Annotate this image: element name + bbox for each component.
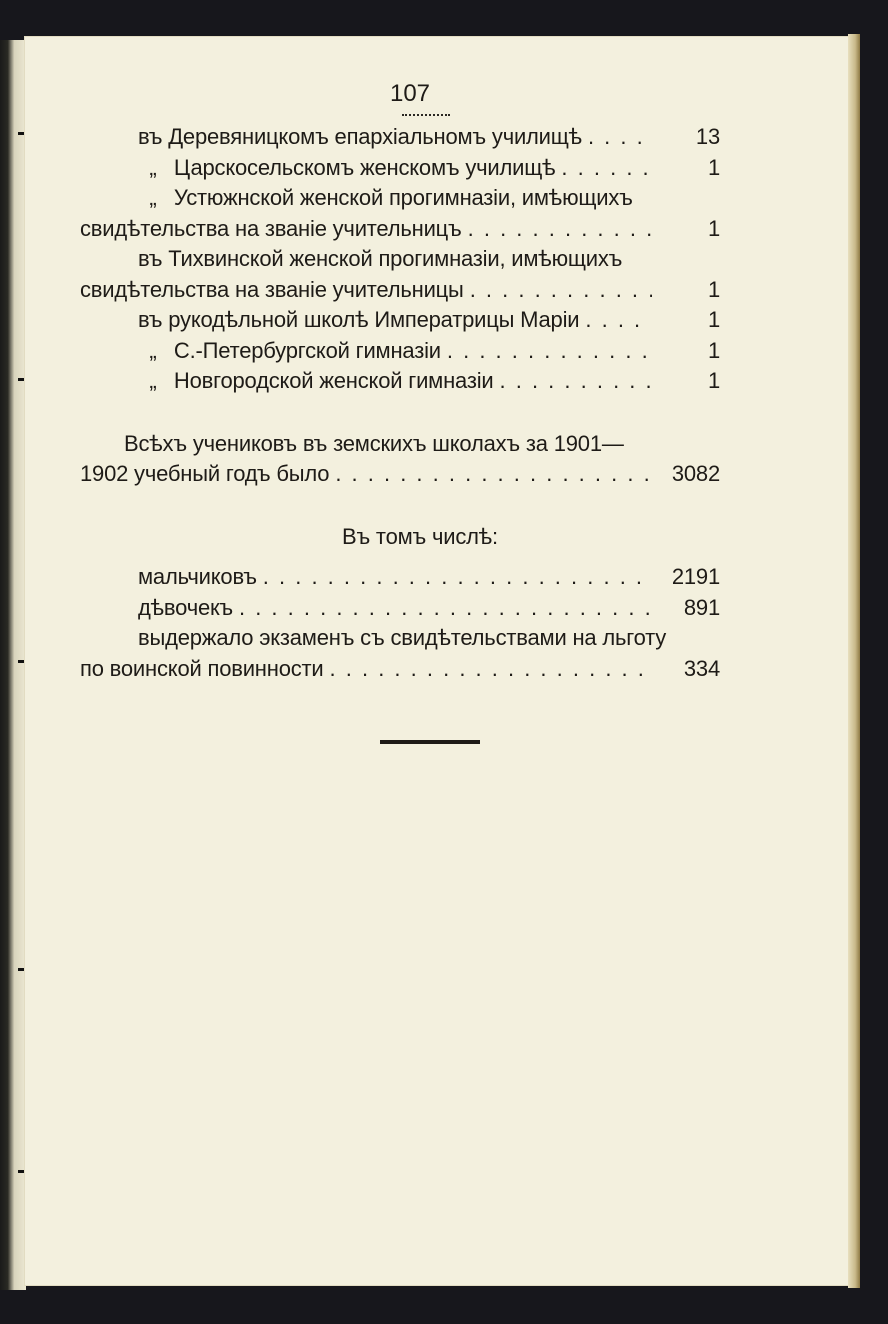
entry-continuation: свидѣтельства на званіе учительницъ [80,215,462,241]
entry-line [80,122,720,153]
page-fore-edge [848,34,860,1288]
leader-dots [257,562,652,593]
leader-dots [441,336,652,367]
entry-line [80,305,720,336]
breakdown-label: дѣвочекъ [138,594,233,620]
entry-line [80,183,720,214]
book-spine-edge [0,40,26,1290]
page-content [80,80,720,744]
entry-line [80,336,720,367]
entry-value: 1 [707,337,720,363]
entry-line [80,366,720,397]
closing-rule [380,740,480,744]
entry-value: 1 [707,215,720,241]
leader-dots [579,305,652,336]
entry-text: Тихвинской женской прогимназіи, имѣющихъ [168,246,623,271]
ditto-mark: „ [149,185,157,210]
entry-text: Новгородской женской гимназіи [173,368,494,393]
breakdown-line [80,593,720,624]
leader-dots [582,122,652,153]
entry-continuation-line [80,214,720,245]
total-continuation: 1902 учебный годъ было [80,461,330,486]
entry-value: 1 [707,276,720,302]
breakdown-heading-text: Въ томъ числѣ: [342,523,498,549]
leader-dots [464,275,652,306]
entry-value: 1 [707,154,720,180]
page-number-ornament [402,108,450,116]
entry-prefix: въ [138,307,163,332]
entry-continuation: свидѣтельства на званіе учительницы [80,276,464,302]
ditto-mark: „ [149,154,157,180]
entry-text: Деревяницкомъ епархіальномъ училищѣ [168,124,582,149]
entry-continuation-line [80,275,720,306]
entry-value: 1 [707,368,720,393]
exam-continuation-line [80,654,720,685]
entry-prefix: въ [138,124,163,149]
exam-continuation: по воинской повинности [80,655,324,681]
page-number: 107 [389,80,431,107]
entry-value: 13 [695,124,720,149]
entry-line [80,244,720,275]
total-text: Всѣхъ учениковъ въ земскихъ школахъ за 1901— [124,430,624,456]
breakdown-value: 891 [683,594,720,620]
breakdown-label: мальчиковъ [138,564,257,589]
ditto-mark: „ [149,337,157,363]
ditto-mark: „ [149,368,157,393]
leader-dots [233,593,652,624]
total-continuation-line [80,459,720,490]
exam-value: 334 [683,655,720,681]
exam-line [80,623,720,654]
entry-text: Царскосельскомъ женскомъ училищѣ [173,154,556,180]
total-line [80,429,720,460]
total-value: 3082 [671,461,720,486]
entry-value: 1 [707,307,720,332]
entry-prefix: въ [138,246,163,271]
entry-text: рукодѣльной школѣ Императрицы Маріи [168,307,580,332]
leader-dots [329,459,652,490]
entry-text: С.-Петербургской гимназіи [173,337,441,363]
leader-dots [494,366,653,397]
entry-line [80,153,720,184]
leader-dots [324,654,652,685]
breakdown-heading [80,522,720,553]
exam-text: выдержало экзаменъ съ свидѣтельствами на льготу [138,625,667,650]
leader-dots [555,153,652,184]
entry-text: Устюжнской женской прогимназіи, имѣющихъ [173,185,633,210]
leader-dots [462,214,652,245]
breakdown-line [80,562,720,593]
breakdown-value: 2191 [671,564,720,589]
